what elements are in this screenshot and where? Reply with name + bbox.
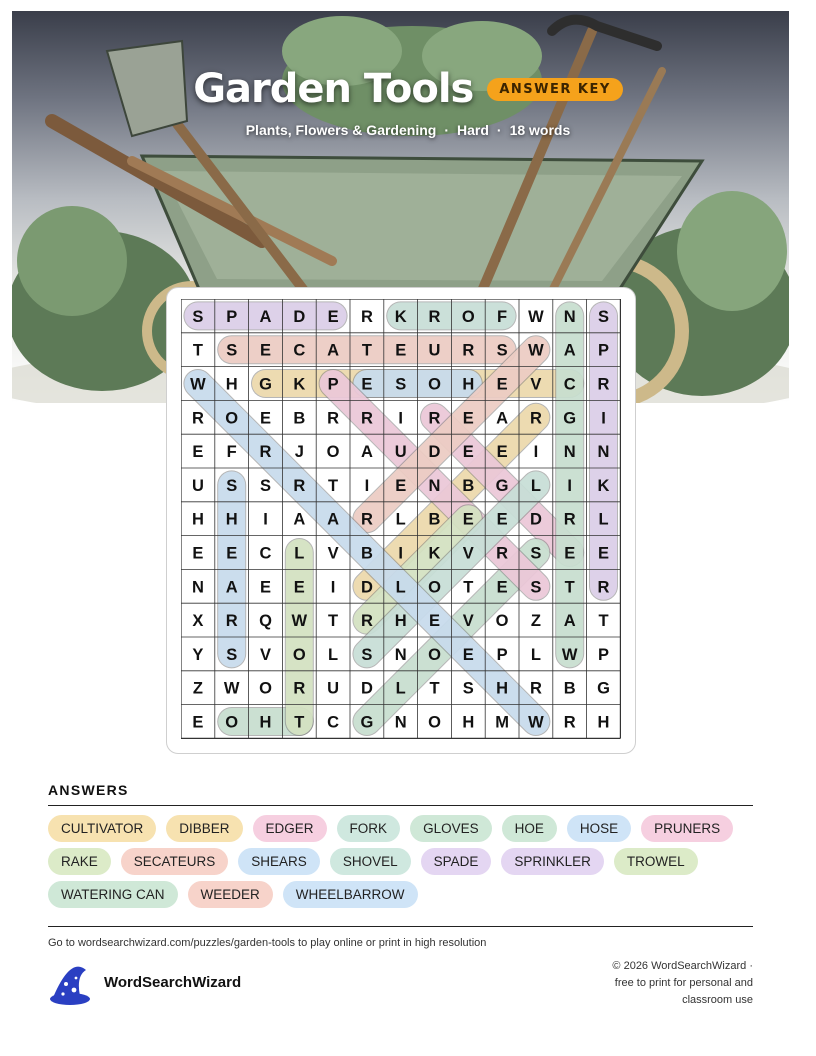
- grid-letter[interactable]: M: [495, 713, 509, 732]
- page-title: Garden Tools: [193, 66, 474, 112]
- grid-letter[interactable]: I: [330, 578, 336, 597]
- grid-letter[interactable]: I: [398, 409, 403, 428]
- grid-letter[interactable]: R: [597, 578, 610, 597]
- grid-letter[interactable]: R: [259, 443, 272, 462]
- grid-letter[interactable]: H: [462, 375, 475, 394]
- grid-letter[interactable]: I: [567, 476, 572, 495]
- answer-chip: WHEELBARROW: [283, 881, 418, 908]
- meta-separator: ·: [496, 122, 502, 138]
- grid-letter[interactable]: S: [530, 578, 542, 597]
- grid-letter[interactable]: N: [394, 713, 407, 732]
- grid-letter[interactable]: W: [561, 645, 578, 664]
- answer-chip: CULTIVATOR: [48, 815, 156, 842]
- grid-letter[interactable]: E: [496, 578, 508, 597]
- answer-chip: SPRINKLER: [501, 848, 604, 875]
- grid-letter[interactable]: H: [225, 510, 238, 529]
- grid-letter[interactable]: J: [294, 443, 304, 462]
- grid-letter[interactable]: U: [394, 443, 407, 462]
- answer-chip: DIBBER: [166, 815, 242, 842]
- grid-letter[interactable]: O: [428, 578, 441, 597]
- grid-letter[interactable]: W: [223, 679, 240, 698]
- grid-letter[interactable]: C: [293, 341, 306, 360]
- grid-letter[interactable]: F: [226, 443, 237, 462]
- answers-divider: [48, 805, 753, 806]
- grid-letter[interactable]: E: [462, 443, 474, 462]
- grid-letter[interactable]: H: [496, 679, 509, 698]
- grid-letter[interactable]: C: [563, 375, 576, 394]
- copyright-line: © 2026 WordSearchWizard ·: [612, 960, 753, 972]
- grid-letter[interactable]: L: [294, 544, 305, 563]
- grid-letter[interactable]: D: [529, 510, 542, 529]
- grid-letter[interactable]: R: [360, 612, 373, 631]
- grid-letter[interactable]: A: [225, 578, 238, 597]
- grid-letter[interactable]: T: [463, 578, 474, 597]
- grid-letter[interactable]: L: [530, 476, 541, 495]
- answer-chip: SHEARS: [238, 848, 320, 875]
- grid-letter[interactable]: R: [597, 375, 610, 394]
- grid-letter[interactable]: T: [294, 713, 305, 732]
- grid-letter[interactable]: E: [496, 375, 508, 394]
- grid-letter[interactable]: S: [462, 679, 474, 698]
- answer-key-badge: ANSWER KEY: [487, 78, 622, 101]
- grid-letter[interactable]: R: [529, 679, 542, 698]
- grid-letter[interactable]: V: [462, 612, 474, 631]
- grid-letter[interactable]: U: [327, 679, 340, 698]
- grid-letter[interactable]: V: [462, 544, 474, 563]
- grid-letter[interactable]: N: [191, 578, 204, 597]
- grid-letter[interactable]: D: [293, 307, 306, 326]
- answer-chip: WATERING CAN: [48, 881, 178, 908]
- grid-letter[interactable]: E: [564, 544, 576, 563]
- grid-letter[interactable]: P: [597, 645, 610, 664]
- answer-chip: RAKE: [48, 848, 111, 875]
- grid-letter[interactable]: E: [496, 443, 508, 462]
- grid-letter[interactable]: D: [360, 679, 373, 698]
- grid-letter[interactable]: N: [563, 307, 576, 326]
- grid-letter[interactable]: R: [327, 409, 340, 428]
- copyright-line: classroom use: [682, 994, 753, 1006]
- grid-letter[interactable]: A: [259, 307, 272, 326]
- grid-letter[interactable]: R: [360, 510, 373, 529]
- grid-letter[interactable]: U: [428, 341, 441, 360]
- grid-letter[interactable]: W: [528, 307, 544, 326]
- grid-letter[interactable]: R: [428, 307, 441, 326]
- footer-link-text[interactable]: Go to wordsearchwizard.com/puzzles/garden-tools to play online or print in high resolution: [48, 937, 487, 949]
- grid-letter[interactable]: B: [462, 476, 475, 495]
- grid-letter[interactable]: W: [528, 341, 544, 360]
- grid-letter[interactable]: T: [192, 341, 203, 360]
- grid-letter[interactable]: N: [394, 645, 407, 664]
- grid-letter[interactable]: E: [226, 544, 238, 563]
- grid-letter[interactable]: O: [461, 307, 475, 326]
- grid-letter[interactable]: A: [327, 510, 340, 529]
- grid-letter[interactable]: K: [597, 476, 610, 495]
- answer-chip: SPADE: [421, 848, 492, 875]
- grid-letter[interactable]: V: [259, 645, 272, 664]
- answer-chip: EDGER: [253, 815, 327, 842]
- grid-letter[interactable]: O: [428, 713, 441, 732]
- answer-chip: TROWEL: [614, 848, 698, 875]
- grid-letter[interactable]: F: [497, 307, 508, 326]
- grid-letter[interactable]: E: [327, 307, 339, 326]
- grid-letter[interactable]: X: [192, 612, 204, 631]
- grid-letter[interactable]: G: [259, 375, 272, 394]
- grid-letter[interactable]: I: [263, 510, 268, 529]
- grid-letter[interactable]: R: [462, 341, 475, 360]
- answer-chip: HOE: [502, 815, 557, 842]
- grid-letter[interactable]: E: [395, 476, 407, 495]
- word-count-label: 18 words: [509, 122, 571, 138]
- grid-letter[interactable]: P: [327, 375, 339, 394]
- grid-letter[interactable]: P: [597, 341, 610, 360]
- category-label: Plants, Flowers & Gardening: [245, 122, 437, 138]
- grid-letter[interactable]: B: [293, 409, 306, 428]
- answer-chip: GLOVES: [410, 815, 492, 842]
- wizard-hat-icon: [46, 964, 94, 1006]
- grid-letter[interactable]: H: [225, 375, 238, 394]
- grid-letter[interactable]: D: [360, 578, 373, 597]
- grid-letter[interactable]: R: [529, 409, 542, 428]
- grid-letter[interactable]: D: [428, 443, 441, 462]
- grid-letter[interactable]: P: [496, 645, 508, 664]
- grid-letter[interactable]: R: [496, 544, 509, 563]
- grid-letter[interactable]: S: [597, 307, 610, 326]
- grid-letter[interactable]: G: [495, 476, 509, 495]
- grid-letter[interactable]: E: [361, 375, 373, 394]
- grid-letter[interactable]: A: [563, 612, 576, 631]
- grid-letter[interactable]: S: [226, 645, 238, 664]
- grid-letter[interactable]: H: [191, 510, 204, 529]
- grid-letter[interactable]: R: [563, 713, 576, 732]
- grid-letter[interactable]: O: [225, 409, 239, 428]
- grid-letter[interactable]: C: [259, 544, 272, 563]
- answer-chip: FORK: [337, 815, 401, 842]
- grid-letter[interactable]: H: [394, 612, 407, 631]
- grid-letter[interactable]: O: [428, 375, 441, 394]
- puzzle-meta: [0, 122, 816, 138]
- grid-letter[interactable]: S: [226, 341, 238, 360]
- grid-letter[interactable]: T: [361, 341, 372, 360]
- grid-letter[interactable]: E: [259, 341, 272, 360]
- grid-letter[interactable]: E: [259, 578, 272, 597]
- grid-letter[interactable]: T: [328, 612, 339, 631]
- grid-letter[interactable]: E: [395, 341, 407, 360]
- grid-letter[interactable]: Z: [530, 612, 541, 631]
- grid-letter[interactable]: E: [496, 510, 508, 529]
- grid-letter[interactable]: U: [191, 476, 204, 495]
- grid-letter[interactable]: E: [192, 443, 204, 462]
- grid-letter[interactable]: R: [293, 476, 306, 495]
- grid-letter[interactable]: E: [462, 510, 474, 529]
- grid-letter[interactable]: E: [462, 645, 474, 664]
- grid-letter[interactable]: N: [428, 476, 441, 495]
- grid-letter[interactable]: T: [564, 578, 575, 597]
- grid-letter[interactable]: C: [327, 713, 340, 732]
- grid-letter[interactable]: I: [398, 544, 403, 563]
- answer-chip: SECATEURS: [121, 848, 229, 875]
- copyright-line: free to print for personal and: [614, 977, 753, 989]
- grid-letter[interactable]: G: [360, 713, 374, 732]
- grid-letter[interactable]: L: [598, 510, 609, 529]
- grid-letter[interactable]: S: [192, 307, 204, 326]
- grid-letter[interactable]: T: [429, 679, 440, 698]
- grid-letter[interactable]: E: [192, 544, 204, 563]
- grid-letter[interactable]: N: [597, 443, 610, 462]
- grid-letter[interactable]: W: [190, 375, 206, 394]
- grid-letter[interactable]: O: [225, 713, 239, 732]
- grid-letter[interactable]: K: [293, 375, 306, 394]
- grid-letter[interactable]: S: [259, 476, 272, 495]
- grid-letter[interactable]: H: [259, 713, 272, 732]
- footer-divider: [48, 926, 753, 927]
- grid-letter[interactable]: T: [598, 612, 609, 631]
- grid-letter[interactable]: H: [462, 713, 475, 732]
- grid-letter[interactable]: I: [601, 409, 606, 428]
- grid-letter[interactable]: E: [462, 409, 474, 428]
- grid-letter[interactable]: S: [530, 544, 542, 563]
- grid-letter[interactable]: L: [530, 645, 541, 664]
- grid-letter[interactable]: E: [428, 612, 441, 631]
- difficulty-label: Hard: [456, 122, 489, 138]
- grid-letter[interactable]: G: [597, 679, 610, 698]
- grid-letter[interactable]: R: [428, 409, 441, 428]
- grid-letter[interactable]: E: [293, 578, 305, 597]
- answer-chip: HOSE: [567, 815, 631, 842]
- answer-chip: WEEDER: [188, 881, 273, 908]
- answers-heading: ANSWERS: [48, 782, 129, 798]
- copyright-notice: [563, 958, 753, 1009]
- grid-letter[interactable]: K: [428, 544, 441, 563]
- grid-letter[interactable]: S: [361, 645, 373, 664]
- grid-letter[interactable]: V: [327, 544, 339, 563]
- grid-letter[interactable]: K: [394, 307, 407, 326]
- grid-letter[interactable]: L: [395, 679, 406, 698]
- answers-list: [48, 815, 768, 914]
- grid-letter[interactable]: L: [395, 510, 406, 529]
- grid-letter[interactable]: E: [259, 409, 272, 428]
- grid-letter[interactable]: O: [259, 679, 272, 698]
- grid-letter[interactable]: N: [563, 443, 576, 462]
- grid-letter[interactable]: T: [328, 476, 339, 495]
- grid-letter[interactable]: Z: [192, 679, 203, 698]
- grid-letter[interactable]: B: [563, 679, 576, 698]
- grid-letter[interactable]: S: [226, 476, 238, 495]
- grid-letter[interactable]: P: [226, 307, 238, 326]
- grid-letter[interactable]: B: [360, 544, 373, 563]
- grid-letter[interactable]: I: [364, 476, 370, 495]
- answer-chip: SHOVEL: [330, 848, 411, 875]
- grid-letter[interactable]: L: [395, 578, 406, 597]
- grid-letter[interactable]: R: [293, 679, 306, 698]
- grid-letter[interactable]: O: [428, 645, 441, 664]
- grid-letter[interactable]: S: [496, 341, 508, 360]
- grid-letter[interactable]: E: [597, 544, 610, 563]
- grid-letter[interactable]: R: [563, 510, 576, 529]
- grid-letter[interactable]: O: [495, 612, 509, 631]
- grid-letter[interactable]: A: [360, 443, 373, 462]
- grid-letter[interactable]: R: [225, 612, 238, 631]
- grid-letter[interactable]: Q: [259, 612, 272, 631]
- grid-letter[interactable]: Y: [192, 645, 204, 664]
- grid-letter[interactable]: E: [192, 713, 204, 732]
- grid-letter[interactable]: H: [597, 713, 610, 732]
- grid-letter[interactable]: A: [327, 341, 340, 360]
- grid-letter[interactable]: A: [496, 409, 509, 428]
- grid-letter[interactable]: W: [291, 612, 308, 631]
- grid-letter[interactable]: R: [191, 409, 204, 428]
- grid-letter[interactable]: O: [292, 645, 306, 664]
- meta-separator: ·: [444, 122, 449, 138]
- grid-letter[interactable]: G: [563, 409, 577, 428]
- grid-letter[interactable]: I: [533, 443, 539, 462]
- grid-letter[interactable]: A: [293, 510, 306, 529]
- grid-letter[interactable]: B: [428, 510, 441, 529]
- grid-letter[interactable]: A: [563, 341, 576, 360]
- grid-letter[interactable]: S: [395, 375, 407, 394]
- brand-name: WordSearchWizard: [104, 974, 242, 991]
- answer-chip: PRUNERS: [641, 815, 733, 842]
- grid-letter[interactable]: V: [530, 375, 542, 394]
- grid-letter[interactable]: O: [326, 443, 340, 462]
- grid-letter[interactable]: L: [328, 645, 339, 664]
- word-search-grid: [181, 299, 621, 739]
- grid-letter[interactable]: R: [360, 307, 373, 326]
- grid-letter[interactable]: R: [360, 409, 373, 428]
- grid-letter[interactable]: W: [528, 713, 544, 732]
